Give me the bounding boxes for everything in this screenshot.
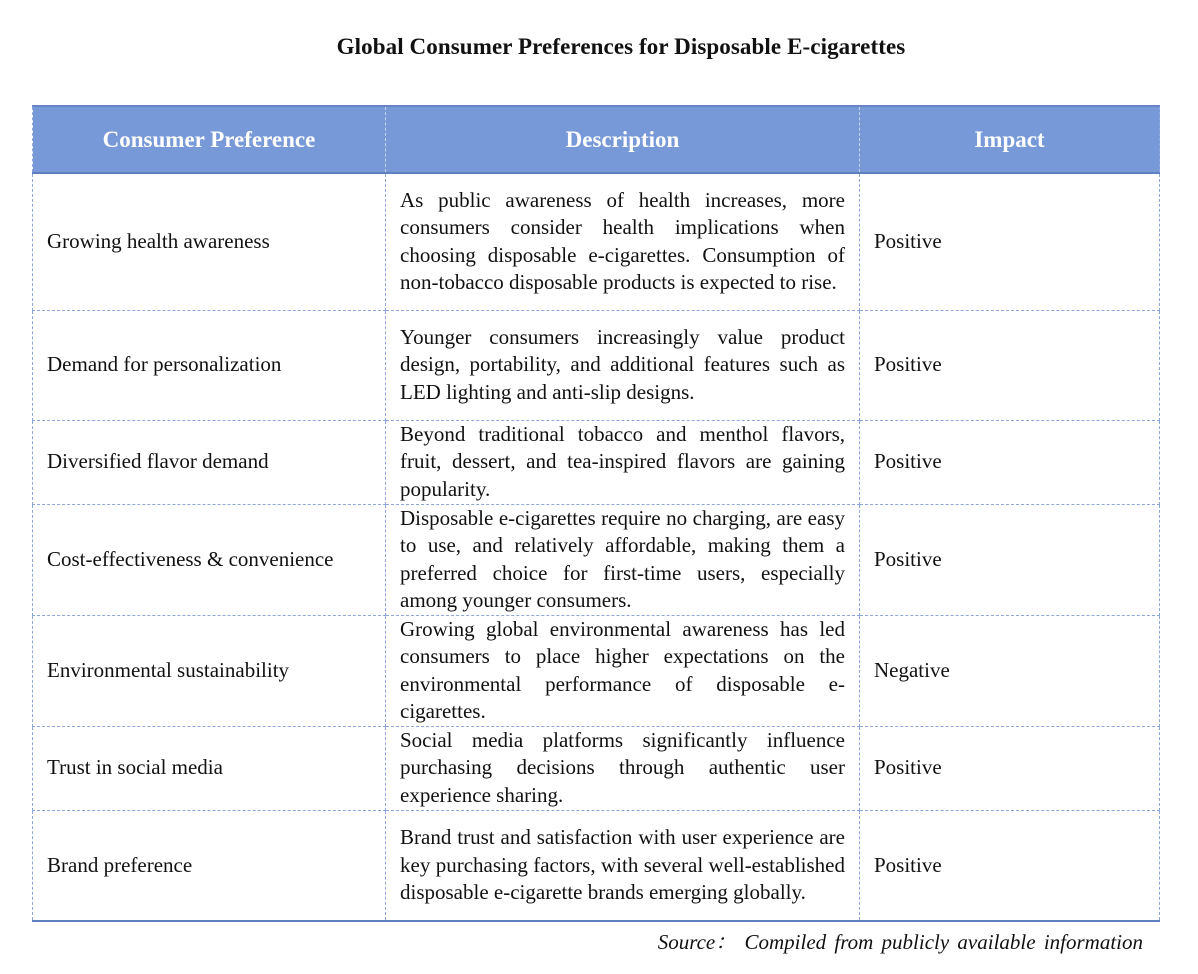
table-row (33, 420, 1160, 504)
description-cell: Beyond traditional tobacco and menthol flavors, fruit, dessert, and tea-inspired flavors are gaining popularity. (386, 420, 860, 504)
impact-cell: Positive (860, 173, 1160, 310)
impact-cell: Positive (860, 504, 1160, 615)
description-cell: Growing global environmental awareness has led consumers to place higher expectations on the environmental performance of disposable e-cigarettes. (386, 615, 860, 726)
description-cell: As public awareness of health increases, more consumers consider health implications when choosing disposable e-cigarettes. Consumption of non-tobacco disposable products is expected to rise. (386, 173, 860, 310)
impact-cell: Positive (860, 420, 1160, 504)
table-row (33, 173, 1160, 310)
table-row (33, 810, 1160, 921)
impact-cell: Positive (860, 810, 1160, 921)
consumer-preference-table (32, 105, 1160, 922)
preference-cell: Trust in social media (33, 726, 386, 810)
header-impact: Impact (860, 106, 1160, 173)
table-header-row (33, 106, 1160, 173)
impact-cell: Negative (860, 615, 1160, 726)
preference-cell: Growing health awareness (33, 173, 386, 310)
preference-cell: Diversified flavor demand (33, 420, 386, 504)
page-title: Global Consumer Preferences for Disposable E-cigarettes (336, 34, 906, 59)
description-cell: Social media platforms significantly influence purchasing decisions through authentic user experience sharing. (386, 726, 860, 810)
header-consumer-preference: Consumer Preference (33, 106, 386, 173)
source-note: Source： Compiled from publicly available information (657, 930, 1143, 954)
preference-cell: Demand for personalization (33, 310, 386, 420)
preference-cell: Environmental sustainability (33, 615, 386, 726)
table-row (33, 310, 1160, 420)
preference-cell: Brand preference (33, 810, 386, 921)
impact-cell: Positive (860, 310, 1160, 420)
preference-cell: Cost-effectiveness & convenience (33, 504, 386, 615)
table-row (33, 615, 1160, 726)
description-cell: Brand trust and satisfaction with user experience are key purchasing factors, with several well-established disposable e-cigarette brands emerging globally. (386, 810, 860, 921)
description-cell: Younger consumers increasingly value product design, portability, and additional features such as LED lighting and anti-slip designs. (386, 310, 860, 420)
table-row (33, 504, 1160, 615)
impact-cell: Positive (860, 726, 1160, 810)
table-row (33, 726, 1160, 810)
header-description: Description (386, 106, 860, 173)
description-cell: Disposable e-cigarettes require no charging, are easy to use, and relatively affordable, making them a preferred choice for first-time users, especially among younger consumers. (386, 504, 860, 615)
